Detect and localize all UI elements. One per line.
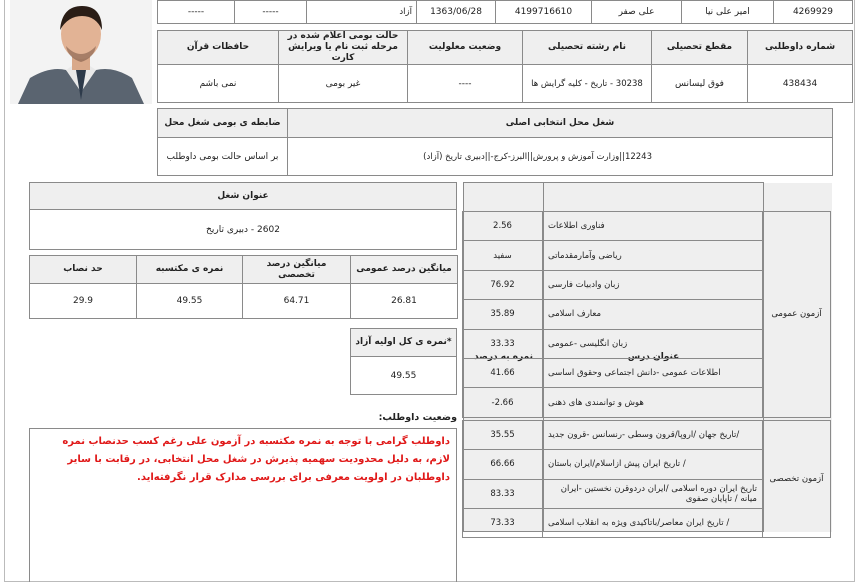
general-subject-3: معارف اسلامی <box>542 299 763 329</box>
special-subject-0: /تاریخ جهان /اروپا/قرون وسطی -رنسانس -قرون جدید <box>542 420 763 450</box>
value-job-rule: بر اساس حالت بومی داوطلب <box>158 138 288 176</box>
general-subject-6: هوش و توانمندی های ذهنی <box>542 387 763 417</box>
header-quran: حافظات قرآن <box>158 31 279 65</box>
candidate-status-label: وضعیت داوطلب: <box>378 412 457 423</box>
header-field: نام رشته تحصیلی <box>523 31 652 65</box>
special-group-label: آزمون تخصصی <box>762 420 831 539</box>
header-job-title: عنوان شغل <box>30 183 457 210</box>
header-subject-title: عنوان درس <box>544 183 764 532</box>
top-row-table <box>157 0 853 24</box>
top-birth-date: 1363/06/28 <box>417 1 496 24</box>
value-obtained-score: 49.55 <box>137 284 243 319</box>
value-quran: نمی باشم <box>158 65 279 103</box>
top-father-name: علی صفر <box>592 1 682 24</box>
header-candidate-no: شماره داوطلبی <box>748 31 853 65</box>
general-score-6: -2.66 <box>462 387 543 417</box>
general-subject-4: زبان انگلیسی -عمومی <box>542 329 763 359</box>
general-subject-5: اطلاعات عمومی -دانش اجتماعی وحقوق اساسی <box>542 358 763 388</box>
value-main-job: 12243||وزارت آموزش و پرورش||البرز-کرج-||دبیری تاریخ (آزاد) <box>288 138 833 176</box>
general-subject-1: ریاضی وآمارمقدماتی <box>542 240 763 270</box>
value-candidate-no: 438434 <box>748 65 853 103</box>
header-avg-general: میانگین درصد عمومی <box>351 256 458 284</box>
top-status: آزاد <box>307 1 417 24</box>
header-degree: مقطع تحصیلی <box>652 31 748 65</box>
top-candidate-no: 4269929 <box>774 1 853 24</box>
general-score-4: 33.33 <box>462 329 543 359</box>
free-score-table <box>350 328 457 395</box>
special-subject-3: / تاریخ ایران معاصر/باتاکیدی ویژه به انقلاب اسلامی <box>542 508 763 538</box>
special-score-3: 73.33 <box>462 508 543 538</box>
value-disability: ---- <box>408 65 523 103</box>
top-name: امیر علی نیا <box>682 1 774 24</box>
job-title-table <box>29 182 457 250</box>
value-job-title: 2602 - دبیری تاریخ <box>30 210 457 250</box>
value-native-status: غیر بومی <box>279 65 408 103</box>
general-score-3: 35.89 <box>462 299 543 329</box>
general-score-1: سفید <box>462 240 543 270</box>
general-score-5: 41.66 <box>462 358 543 388</box>
candidate-photo <box>10 0 152 104</box>
header-obtained-score: نمره ی مکتسبه <box>137 256 243 284</box>
top-empty-2: ----- <box>158 1 235 24</box>
value-avg-special: 64.71 <box>243 284 351 319</box>
header-free-score: *نمره ی کل اولیه آزاد <box>351 329 457 357</box>
candidate-status-message: داوطلب گرامی با توجه به نمره مکتسبه در آزمون علی رغم کسب حدنصاب نمره لازم، به دلیل محدودیت سهمیه پذیرش در شغل محل انتخابی، در رقابت با سایر داوطلبان در اولویت معرفی برای بررسی مدارک قرار نگرفته‌اید. <box>62 436 450 483</box>
value-free-score: 49.55 <box>351 357 457 395</box>
value-threshold: 29.9 <box>30 284 137 319</box>
special-subject-1: / تاریخ ایران پیش ازاسلام/ایران باستان <box>542 449 763 479</box>
special-score-0: 35.55 <box>462 420 543 450</box>
general-score-0: 2.56 <box>462 211 543 241</box>
header-native-status: حالت بومی اعلام شده در مرحله ثبت نام یا ویرایش کارت <box>279 31 408 65</box>
value-field: 30238 - تاریخ - کلیه گرایش ها <box>523 65 652 103</box>
header-main-job: شغل محل انتخابی اصلی <box>288 109 833 138</box>
top-empty-1: ----- <box>235 1 307 24</box>
general-group-label: آزمون عمومی <box>762 211 831 418</box>
value-degree: فوق لیسانس <box>652 65 748 103</box>
candidate-status-box <box>29 428 457 582</box>
general-subject-2: زبان وادبیات فارسی <box>542 270 763 300</box>
special-score-2: 83.33 <box>462 479 543 509</box>
header-job-rule: ضابطه ی بومی شغل محل <box>158 109 288 138</box>
header-disability: وضعیت معلولیت <box>408 31 523 65</box>
info-table <box>157 30 853 103</box>
header-threshold: حد نصاب <box>30 256 137 284</box>
header-subject-score: نمره به درصد <box>464 183 544 532</box>
special-score-1: 66.66 <box>462 449 543 479</box>
special-subject-2: تاریخ ایران دوره اسلامی /ایران دردوقرن نخستین -ایران میانه / تاپایان صفوی <box>542 479 763 509</box>
top-national-code: 4199716610 <box>496 1 592 24</box>
value-avg-general: 26.81 <box>351 284 458 319</box>
score-table <box>29 255 458 319</box>
job-table <box>157 108 833 176</box>
header-avg-special: میانگین درصد تخصصی <box>243 256 351 284</box>
general-score-2: 76.92 <box>462 270 543 300</box>
general-subject-0: فناوری اطلاعات <box>542 211 763 241</box>
